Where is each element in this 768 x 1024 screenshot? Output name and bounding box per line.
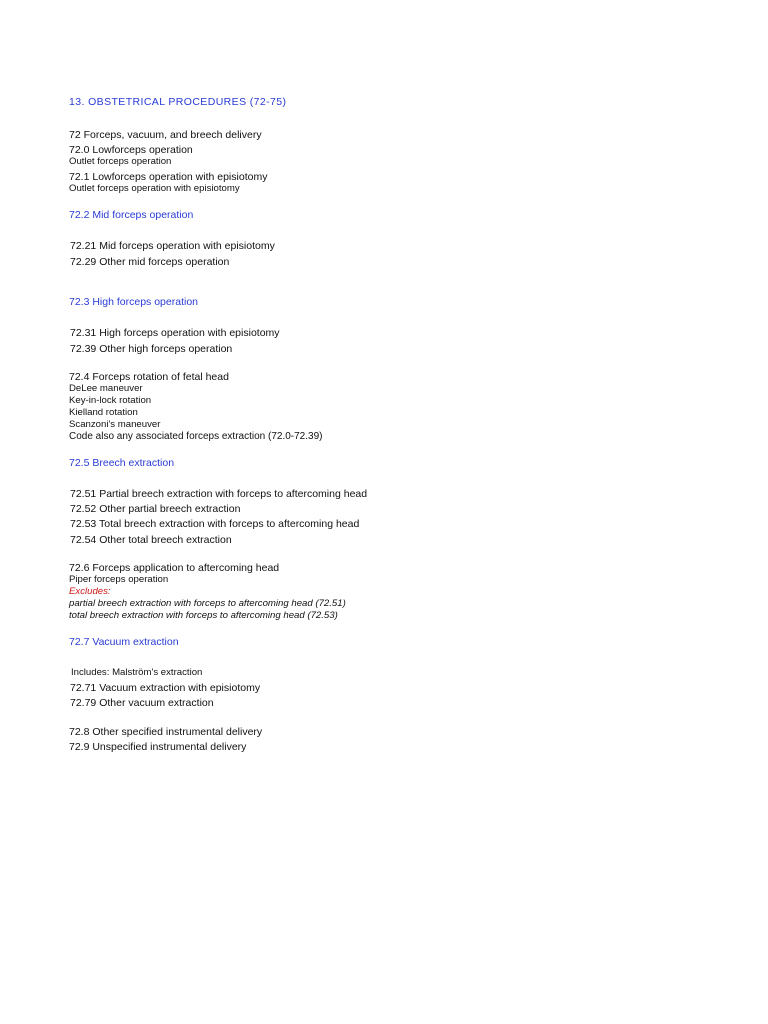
code-72-4-note: Scanzoni's maneuver [69, 419, 161, 430]
code-72-39: 72.39 Other high forceps operation [70, 343, 233, 355]
code-72-2-heading: 72.2 Mid forceps operation [69, 209, 194, 221]
code-72-4-note: Kielland rotation [69, 407, 138, 418]
code-72-6-heading: 72.6 Forceps application to aftercoming head [69, 562, 280, 574]
excludes-item: total breech extraction with forceps to aftercoming head (72.53) [69, 610, 338, 621]
code-72-21: 72.21 Mid forceps operation with episiotomy [70, 240, 275, 252]
code-72-4-note: DeLee maneuver [69, 383, 143, 394]
code-72-79: 72.79 Other vacuum extraction [70, 697, 214, 709]
code-72-8: 72.8 Other specified instrumental delivery [69, 726, 263, 738]
code-72-54: 72.54 Other total breech extraction [70, 534, 232, 546]
excludes-label: Excludes: [69, 586, 111, 597]
code-72-51: 72.51 Partial breech extraction with forceps to aftercoming head [70, 488, 368, 500]
code-72-5-heading: 72.5 Breech extraction [69, 457, 175, 469]
code-72-9: 72.9 Unspecified instrumental delivery [69, 741, 247, 753]
code-72-4-heading: 72.4 Forceps rotation of fetal head [69, 371, 229, 383]
code-72-0-note: Outlet forceps operation [69, 156, 172, 167]
code-72-4-note: Key-in-lock rotation [69, 395, 152, 406]
code-72-heading: 72 Forceps, vacuum, and breech delivery [69, 129, 262, 141]
code-72-71: 72.71 Vacuum extraction with episiotomy [70, 682, 261, 694]
code-72-1-note: Outlet forceps operation with episiotomy [69, 183, 240, 194]
code-72-0: 72.0 Lowforceps operation [69, 144, 193, 156]
section-title: 13. OBSTETRICAL PROCEDURES (72-75) [69, 96, 287, 108]
code-72-52: 72.52 Other partial breech extraction [70, 503, 241, 515]
code-72-31: 72.31 High forceps operation with episiotomy [70, 327, 280, 339]
excludes-item: partial breech extraction with forceps to aftercoming head (72.51) [69, 598, 346, 609]
code-72-29: 72.29 Other mid forceps operation [70, 256, 230, 268]
code-72-53: 72.53 Total breech extraction with forceps to aftercoming head [70, 518, 360, 530]
code-72-6-note: Piper forceps operation [69, 574, 169, 585]
code-72-1: 72.1 Lowforceps operation with episiotomy [69, 171, 268, 183]
code-72-4-code-also: Code also any associated forceps extraction (72.0-72.39) [69, 431, 323, 442]
code-72-3-heading: 72.3 High forceps operation [69, 296, 198, 308]
code-72-7-includes: Includes: Malström's extraction [71, 667, 203, 678]
code-72-7-heading: 72.7 Vacuum extraction [69, 636, 179, 648]
